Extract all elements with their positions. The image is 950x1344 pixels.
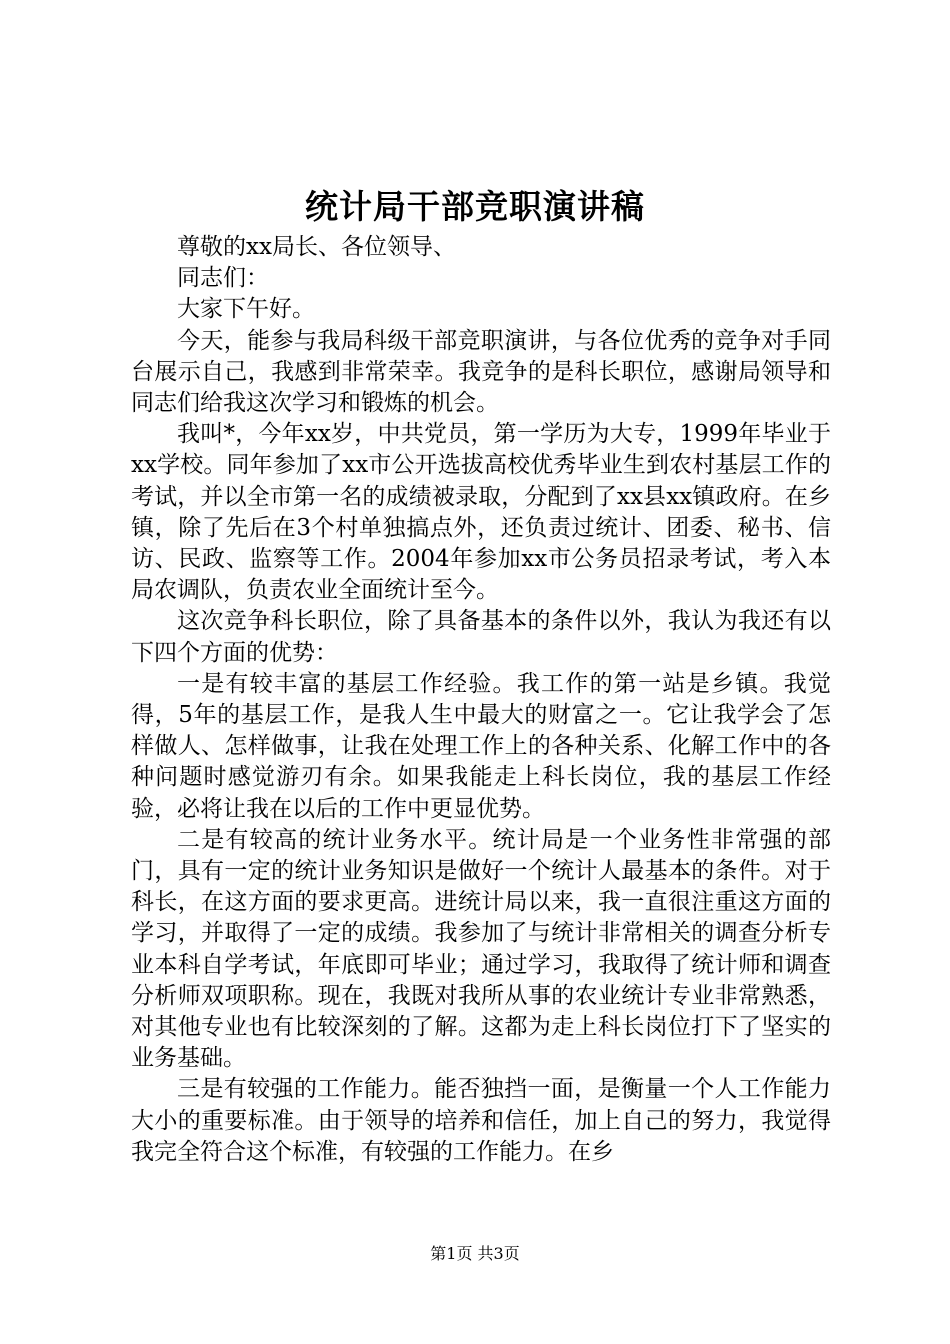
- paragraph-background: 我叫*，今年xx岁，中共党员，第一学历为大专，1999年毕业于xx学校。同年参加了xx市公开选拔高校优秀毕业生到农村基层工作的考试，并以全市第一名的成绩被录取，分配到了xx县xx镇政府。在乡镇，除了先后在3个村单独搞点外，还负责过统计、团委、秘书、信访、民政、监察等工作。2004年参加xx市公务员招录考试，考入本局农调队，负责农业全面统计至今。: [131, 421, 831, 604]
- paragraph-advantage-2: 二是有较高的统计业务水平。统计局是一个业务性非常强的部门，具有一定的统计业务知识是做好一个统计人最基本的条件。对于科长，在这方面的要求更高。进统计局以来，我一直很注重这方面的学习，并取得了一定的成绩。我参加了与统计非常相关的调查分析专业本科自学考试，年底即可毕业；通过学习，我取得了统计师和调查分析师双项职称。现在，我既对我所从事的农业统计专业非常熟悉，对其他专业也有比较深刻的了解。这都为走上科长岗位打下了坚实的业务基础。: [131, 826, 831, 1072]
- paragraph-advantage-3: 三是有较强的工作能力。能否独挡一面，是衡量一个人工作能力大小的重要标准。由于领导的培养和信任，加上自己的努力，我觉得我完全符合这个标准，有较强的工作能力。在乡: [131, 1076, 831, 1165]
- document-body: [131, 232, 831, 1168]
- salutation-line-2: 同志们：: [177, 265, 269, 292]
- page-number-footer: 第1页 共3页: [430, 1244, 520, 1263]
- paragraph-advantages-lead: 这次竞争科长职位，除了具备基本的条件以外，我认为我还有以下四个方面的优势：: [131, 608, 831, 666]
- greeting-line: 大家下午好。: [177, 296, 315, 323]
- salutation-line-1: 尊敬的xx局长、各位领导、: [177, 234, 456, 260]
- paragraph-advantage-1: 一是有较丰富的基层工作经验。我工作的第一站是乡镇。我觉得，5年的基层工作，是我人生中最大的财富之一。它让我学会了怎样做人、怎样做事，让我在处理工作上的各种关系、化解工作中的各种问题时感觉游刃有余。如果我能走上科长岗位，我的基层工作经验，必将让我在以后的工作中更显优势。: [131, 670, 831, 822]
- document-title: 统计局干部竞职演讲稿: [305, 187, 645, 226]
- paragraph-intro: 今天，能参与我局科级干部竞职演讲，与各位优秀的竞争对手同台展示自己，我感到非常荣幸。我竞争的是科长职位，感谢局领导和同志们给我这次学习和锻炼的机会。: [131, 327, 831, 417]
